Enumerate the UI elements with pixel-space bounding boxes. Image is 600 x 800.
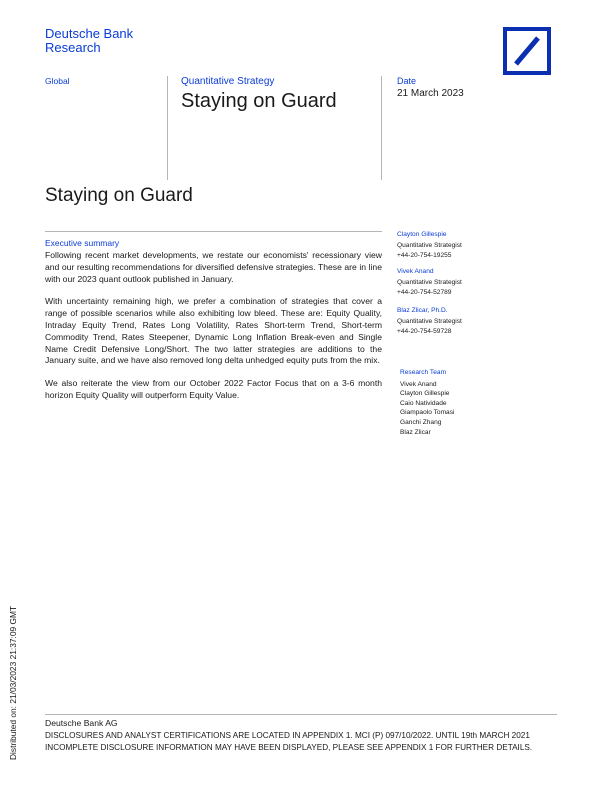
- header-divider-left: [167, 76, 168, 180]
- analyst-phone: +44-20-754-59728: [397, 328, 452, 335]
- date-label: Date: [397, 76, 417, 86]
- team-member: Blaz Zlicar: [400, 428, 431, 436]
- date-value: 21 March 2023: [397, 88, 464, 99]
- research-team: [397, 368, 455, 437]
- team-member: Vivek Anand: [400, 380, 437, 388]
- analyst-role: Quantitative Strategist: [397, 318, 462, 325]
- team-member: Caio Natividade: [400, 399, 447, 407]
- section-label: Executive summary: [45, 238, 120, 248]
- disclosure-text: DISCLOSURES AND ANALYST CERTIFICATIONS ARE LOCATED IN APPENDIX 1. MCI (P) 097/10/2022. UNTIL 19th MARCH 2021 INCOMPLETE DISCLOSURE INFORMATION MAY HAVE BEEN DISPLAYED, PLEASE SEE APPENDIX 1 FOR FURTHER DETAILS.: [45, 731, 533, 752]
- region-label: Global: [45, 76, 70, 86]
- analyst-phone: +44-20-754-52789: [397, 289, 452, 296]
- brand-line-2: Research: [45, 40, 101, 55]
- brand-line-1: Deutsche Bank: [45, 26, 134, 41]
- analyst-name[interactable]: Vivek Anand: [397, 268, 434, 275]
- team-member: Clayton Gillespie: [400, 390, 450, 398]
- deutsche-bank-logo-icon: [503, 27, 551, 75]
- title-rule: [45, 231, 382, 232]
- page-title: Staying on Guard: [45, 185, 193, 206]
- footer-rule: [45, 714, 557, 715]
- analyst-name[interactable]: Blaz Zlicar, Ph.D.: [397, 307, 448, 314]
- analyst-role: Quantitative Strategist: [397, 279, 462, 286]
- team-member: Giampaolo Tomasi: [400, 409, 455, 417]
- header-divider-right: [381, 76, 382, 180]
- analyst-phone: +44-20-754-19255: [397, 252, 452, 259]
- analyst-name[interactable]: Clayton Gillespie: [397, 231, 447, 238]
- category-label: Quantitative Strategy: [181, 76, 275, 87]
- summary-paragraph: Following recent market developments, we restate our economists' recessionary view and our resulting recommendations for diversified defensive strategies. These are in line with our 2023 quant outlook published in January.: [45, 250, 382, 284]
- research-team-label: Research Team: [400, 369, 447, 376]
- team-member: Ganchi Zhang: [400, 418, 442, 426]
- analyst-card: [397, 230, 462, 261]
- footer-company: Deutsche Bank AG: [45, 718, 118, 728]
- brand-name: [45, 27, 133, 55]
- header-title: Staying on Guard: [181, 90, 337, 112]
- analyst-role: Quantitative Strategist: [397, 242, 462, 249]
- analyst-card: [397, 306, 462, 337]
- summary-body: [45, 250, 382, 413]
- analyst-card: [397, 267, 462, 298]
- summary-paragraph: With uncertainty remaining high, we prefer a combination of strategies that cover a range of possible scenarios while also exhibiting low bleed. These are: Equity Quality, Intraday Equity Trend, Rates Long Volatility, Rates Short-term Trend, Short-term Commodity Trend, Rates Steepener, Dynamic Long Inflation Break-even and Single Name Credit Defensive Long/Short. The two latter strategies are additions to the January suite, and we have also removed long delta unhedged equity puts from the mix.: [45, 296, 382, 366]
- distribution-stamp: Distributed on: 21/03/2023 21:37:09 GMT: [8, 605, 18, 760]
- summary-paragraph: We also reiterate the view from our October 2022 Factor Focus that on a 3-6 month horizon Equity Quality will outperform Equity Value.: [45, 378, 382, 400]
